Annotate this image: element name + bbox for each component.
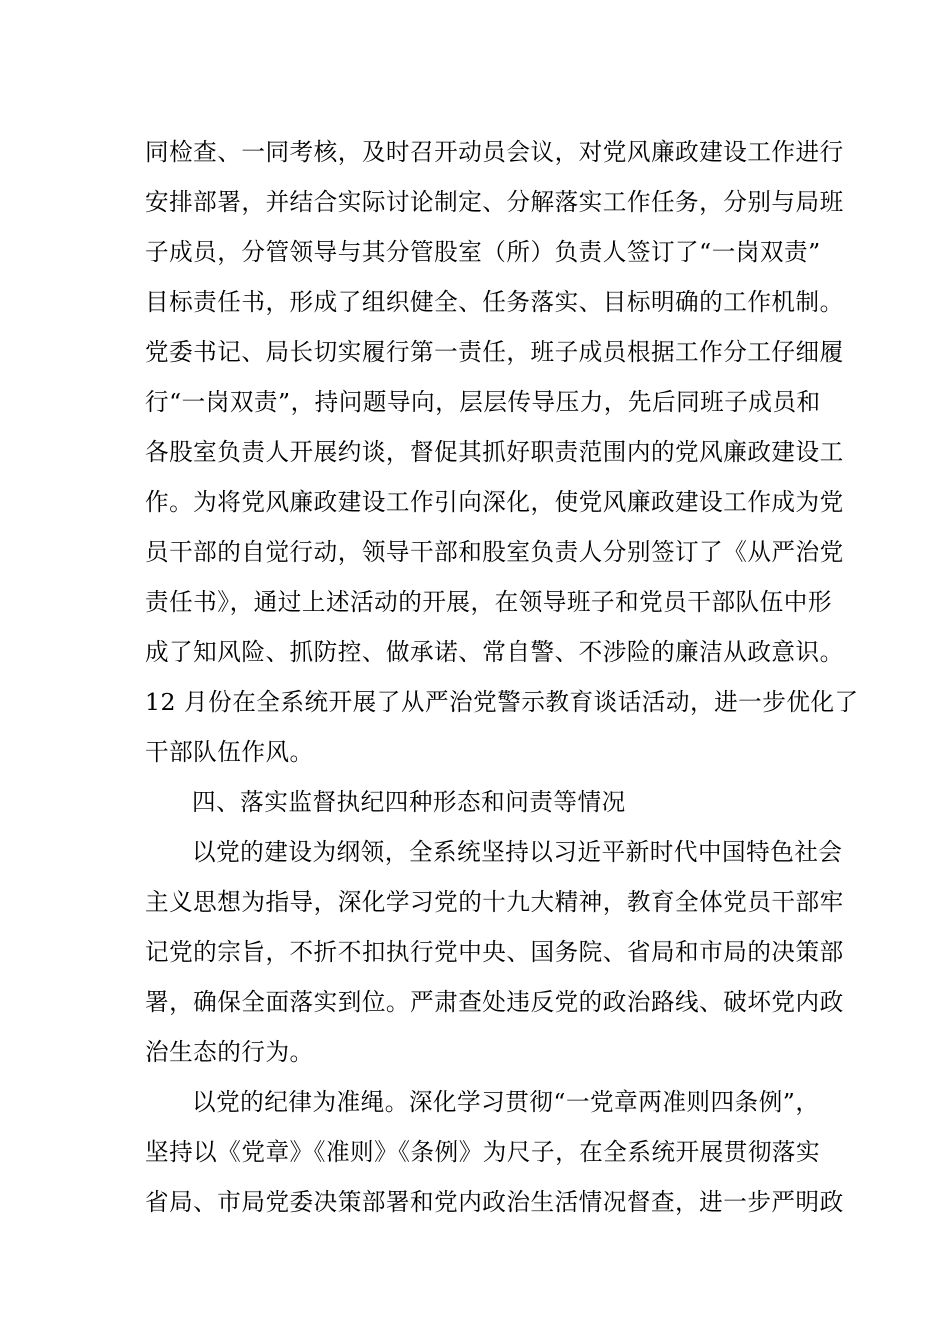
paragraph-line: 干部队伍作风。 — [145, 738, 314, 766]
section-heading: 四、落实监督执纪四种形态和问责等情况 — [192, 788, 626, 816]
paragraph-line: 12 月份在全系统开展了从严治党警示教育谈话活动，进一步优化了 — [145, 688, 859, 716]
paragraph-line: 同检查、一同考核，及时召开动员会议，对党风廉政建设工作进行 — [145, 138, 844, 166]
paragraph-line: 省局、市局党委决策部署和党内政治生活情况督查，进一步严明政 — [145, 1188, 844, 1216]
paragraph-line: 各股室负责人开展约谈，督促其抓好职责范围内的党风廉政建设工 — [145, 438, 844, 466]
paragraph-line: 行“一岗双责”，持问题导向，层层传导压力，先后同班子成员和 — [145, 388, 821, 416]
paragraph-line: 主义思想为指导，深化学习党的十九大精神，教育全体党员干部牢 — [145, 888, 844, 916]
paragraph-line: 坚持以《党章》《准则》《条例》为尺子，在全系统开展贯彻落实 — [145, 1138, 821, 1166]
paragraph-line: 以党的建设为纲领，全系统坚持以习近平新时代中国特色社会 — [192, 838, 843, 866]
paragraph-line: 子成员，分管领导与其分管股室（所）负责人签订了“一岗双责” — [145, 238, 821, 266]
paragraph-line: 安排部署，并结合实际讨论制定、分解落实工作任务，分别与局班 — [145, 188, 844, 216]
paragraph-line: 党委书记、局长切实履行第一责任，班子成员根据工作分工仔细履 — [145, 338, 844, 366]
paragraph-line: 署，确保全面落实到位。严肃查处违反党的政治路线、破坏党内政 — [145, 988, 844, 1016]
paragraph-line: 作。为将党风廉政建设工作引向深化，使党风廉政建设工作成为党 — [145, 488, 844, 516]
paragraph-line: 责任书》，通过上述活动的开展，在领导班子和党员干部队伍中形 — [145, 588, 832, 616]
paragraph-line: 记党的宗旨，不折不扣执行党中央、国务院、省局和市局的决策部 — [145, 938, 844, 966]
paragraph-line: 治生态的行为。 — [145, 1038, 314, 1066]
paragraph-line: 以党的纪律为准绳。深化学习贯彻“一党章两准则四条例”， — [192, 1088, 820, 1116]
paragraph-line: 成了知风险、抓防控、做承诺、常自警、不涉险的廉洁从政意识。 — [145, 638, 844, 666]
paragraph-line: 员干部的自觉行动，领导干部和股室负责人分别签订了《从严治党 — [145, 538, 844, 566]
paragraph-line: 目标责任书，形成了组织健全、任务落实、目标明确的工作机制。 — [145, 288, 844, 316]
